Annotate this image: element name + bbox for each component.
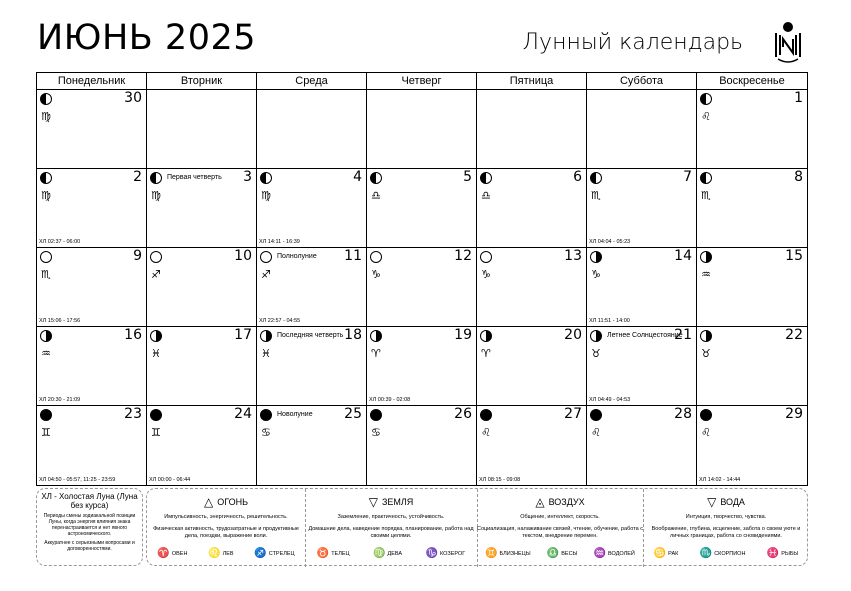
moon-phase-icon [40, 172, 52, 184]
zodiac-icon: ♋ [653, 548, 667, 559]
zodiac-name: ВОДОЛЕЙ [608, 550, 635, 557]
zodiac-sign [208, 548, 233, 559]
moon-phase-icon [700, 330, 712, 342]
legend-element [477, 489, 643, 567]
void-moon-period: ХЛ 02:37 - 06:00 [39, 239, 81, 245]
moon-phase-icon [40, 251, 52, 263]
moon-phase-icon [480, 409, 492, 421]
void-moon-period: ХЛ 08:15 - 09:08 [479, 477, 521, 483]
moon-phase-icon [260, 251, 272, 263]
zodiac-sign [594, 548, 635, 559]
zodiac-sign-icon: ♎ [481, 189, 491, 202]
legend-xl-title: ХЛ - Холостая Луна (Луна без курса) [41, 492, 138, 510]
day-cell[interactable] [37, 90, 147, 168]
void-moon-period: ХЛ 00:39 - 02:08 [369, 397, 411, 403]
zodiac-icon: ♌ [208, 548, 221, 559]
zodiac-sign-icon: ♋ [261, 426, 271, 439]
day-number: 3 [243, 169, 252, 185]
triangle-icon: △ [203, 495, 214, 509]
element-desc: Общение, интеллект, скорость. [520, 514, 600, 520]
day-cell[interactable] [367, 327, 477, 405]
element-name: ОГОНЬ [217, 497, 248, 507]
void-moon-period: ХЛ 04:04 - 05:23 [589, 239, 631, 245]
zodiac-sign-icon: ♍ [41, 189, 51, 202]
day-number: 18 [344, 327, 362, 343]
zodiac-name: ОВЕН [171, 550, 188, 557]
day-cell[interactable] [257, 90, 367, 168]
moon-phase-icon [150, 330, 162, 342]
legend-xl-text: Периоды смены зодиакальной позиции Луны, когда энергия влияния знака перенастраивается и нет явного астрономического. [43, 513, 136, 537]
day-number: 16 [124, 327, 142, 343]
weekday-0: Понедельник [37, 73, 147, 89]
day-cell[interactable] [147, 327, 257, 405]
zodiac-sign-icon: ♌ [701, 110, 711, 123]
day-number: 23 [124, 406, 142, 422]
zodiac-sign [547, 548, 578, 559]
void-moon-period: ХЛ 14:02 - 14:44 [699, 477, 741, 483]
day-number: 10 [234, 248, 252, 264]
legend [36, 488, 808, 566]
zodiac-sign [157, 548, 187, 559]
day-cell[interactable] [37, 169, 147, 247]
moon-phase-icon [700, 93, 712, 105]
zodiac-sign-icon: ♉ [591, 347, 601, 360]
day-number: 26 [454, 406, 472, 422]
element-desc-2: Социализация, налаживание связей, чтение, обучение, работа с текстом, внедрение перемен. [477, 526, 643, 539]
day-cell[interactable] [697, 327, 807, 405]
day-number: 22 [785, 327, 803, 343]
weekday-1: Вторник [147, 73, 257, 89]
zodiac-sign-icon: ♋ [371, 426, 381, 439]
calendar-grid [36, 72, 808, 486]
zodiac-icon: ♊ [485, 548, 498, 559]
day-cell[interactable] [37, 327, 147, 405]
day-number: 29 [785, 406, 803, 422]
zodiac-name: КОЗЕРОГ [440, 550, 466, 557]
moon-logo-icon [770, 19, 806, 63]
week-row [37, 169, 807, 248]
moon-phase-icon [260, 172, 272, 184]
triangle-icon: ▽ [707, 495, 717, 509]
moon-phase-icon [370, 409, 382, 421]
day-number: 13 [564, 248, 582, 264]
day-cell[interactable] [697, 169, 807, 247]
zodiac-sign-icon: ♑ [591, 268, 601, 281]
zodiac-sign-icon: ♑ [371, 268, 381, 281]
zodiac-sign-icon: ♒ [41, 347, 51, 360]
zodiac-sign [317, 548, 350, 559]
day-cell[interactable] [257, 169, 367, 247]
day-cell[interactable] [587, 327, 697, 405]
week-row [37, 90, 807, 169]
moon-phase-icon [150, 409, 162, 421]
day-number: 8 [794, 169, 803, 185]
day-cell[interactable] [697, 406, 807, 485]
day-number: 11 [344, 248, 362, 264]
day-cell[interactable] [147, 406, 257, 485]
zodiac-name: ЛЕВ [222, 550, 234, 557]
void-moon-period: ХЛ 22:57 - 04:55 [259, 318, 301, 324]
moon-phase-icon [700, 251, 712, 263]
zodiac-sign-icon: ♏ [591, 189, 601, 202]
day-cell[interactable] [367, 90, 477, 168]
zodiac-name: ВЕСЫ [561, 550, 578, 557]
element-desc: Интуиция, творчество, чувства. [685, 514, 767, 520]
moon-phase-icon [590, 251, 602, 263]
element-name: ВОДА [720, 497, 745, 507]
zodiac-sign [254, 548, 294, 559]
zodiac-sign-icon: ♎ [371, 189, 381, 202]
zodiac-sign-icon: ♌ [701, 426, 711, 439]
day-number: 17 [234, 327, 252, 343]
triangle-icon: ▽ [368, 495, 378, 509]
zodiac-icon: ♍ [373, 548, 386, 559]
day-cell[interactable] [587, 90, 697, 168]
weekday-5: Суббота [587, 73, 697, 89]
day-cell[interactable] [147, 90, 257, 168]
zodiac-sign-icon: ♑ [481, 268, 491, 281]
zodiac-sign-icon: ♊ [41, 426, 51, 439]
zodiac-icon: ♒ [593, 548, 607, 559]
zodiac-sign [373, 548, 402, 559]
day-number: 24 [234, 406, 252, 422]
moon-event-label: Последняя четверть [277, 332, 344, 339]
moon-phase-icon [480, 172, 492, 184]
zodiac-sign-icon: ♓ [151, 347, 161, 360]
day-cell[interactable] [37, 406, 147, 485]
zodiac-icon: ♈ [157, 548, 170, 559]
day-cell[interactable] [147, 248, 257, 326]
void-moon-period: ХЛ 15:06 - 17:56 [39, 318, 81, 324]
week-row [37, 406, 807, 485]
zodiac-icon: ♑ [425, 548, 438, 559]
day-cell[interactable] [697, 90, 807, 168]
zodiac-icon: ♓ [766, 548, 780, 559]
day-number: 12 [454, 248, 472, 264]
zodiac-icon: ♎ [546, 548, 560, 559]
element-desc-2: Домашние дела, наведение порядка, планирование, работа над своими целями. [308, 526, 474, 539]
zodiac-sign-icon: ♌ [591, 426, 601, 439]
moon-phase-icon [260, 409, 272, 421]
day-cell[interactable] [367, 169, 477, 247]
zodiac-sign-icon: ♍ [151, 189, 161, 202]
day-number: 25 [344, 406, 362, 422]
legend-element [305, 489, 477, 567]
void-moon-period: ХЛ 20:30 - 21:09 [39, 397, 81, 403]
legend-element [643, 489, 809, 567]
day-number: 6 [573, 169, 582, 185]
moon-phase-icon [480, 251, 492, 263]
day-number: 1 [794, 90, 803, 106]
weekday-2: Среда [257, 73, 367, 89]
moon-phase-icon [480, 330, 492, 342]
day-cell[interactable] [477, 90, 587, 168]
moon-event-label: Летнее Солнцестояние [607, 332, 683, 339]
day-number: 9 [133, 248, 142, 264]
zodiac-sign-icon: ♈ [481, 347, 491, 360]
zodiac-sign-icon: ♐ [261, 268, 271, 281]
day-number: 21 [674, 327, 692, 343]
moon-phase-icon [40, 409, 52, 421]
moon-phase-icon [260, 330, 272, 342]
triangle-icon: ◬ [535, 495, 545, 509]
day-number: 27 [564, 406, 582, 422]
void-moon-period: ХЛ 04:49 - 04:53 [589, 397, 631, 403]
day-cell[interactable] [587, 169, 697, 247]
day-number: 20 [564, 327, 582, 343]
week-row [37, 327, 807, 406]
moon-phase-icon [150, 251, 162, 263]
zodiac-name: РЫБЫ [781, 550, 799, 557]
day-number: 4 [353, 169, 362, 185]
zodiac-name: СКОРПИОН [714, 550, 746, 557]
moon-phase-icon [150, 172, 162, 184]
zodiac-name: РАК [668, 550, 679, 557]
weekday-3: Четверг [367, 73, 477, 89]
zodiac-sign-icon: ♈ [371, 347, 381, 360]
day-number: 30 [124, 90, 142, 106]
zodiac-sign-icon: ♍ [41, 110, 51, 123]
page-title: ИЮНЬ 2025 [37, 18, 256, 58]
moon-phase-icon [590, 330, 602, 342]
zodiac-name: ТЕЛЕЦ [331, 550, 350, 557]
zodiac-icon: ♏ [699, 548, 713, 559]
element-name: ЗЕМЛЯ [381, 497, 414, 507]
moon-phase-icon [700, 172, 712, 184]
moon-phase-icon [40, 93, 52, 105]
zodiac-sign-icon: ♏ [41, 268, 51, 281]
day-cell[interactable] [37, 248, 147, 326]
zodiac-sign-icon: ♐ [151, 268, 161, 281]
legend-elements-box [146, 488, 808, 566]
zodiac-icon: ♉ [316, 548, 330, 559]
moon-phase-icon [370, 172, 382, 184]
zodiac-name: ДЕВА [387, 550, 403, 557]
moon-event-label: Полнолуние [277, 253, 317, 260]
element-desc-2: Физическая активность, трудозатратные и продуктивные дела, поездки, выражение воли. [153, 526, 299, 539]
moon-phase-icon [370, 330, 382, 342]
day-cell[interactable] [147, 169, 257, 247]
legend-element [147, 489, 305, 567]
week-row [37, 248, 807, 327]
zodiac-sign-icon: ♌ [481, 426, 491, 439]
moon-event-label: Новолуние [277, 411, 313, 418]
void-moon-period: ХЛ 04:50 - 05:57, 11:25 - 23:59 [39, 477, 116, 483]
void-moon-period: ХЛ 14:11 - 16:39 [259, 239, 300, 245]
legend-xl-box [36, 488, 143, 566]
zodiac-name: СТРЕЛЕЦ [268, 550, 295, 557]
day-number: 2 [133, 169, 142, 185]
weekday-6: Воскресенье [719, 75, 785, 87]
zodiac-sign-icon: ♍ [261, 189, 271, 202]
day-cell[interactable] [257, 327, 367, 405]
zodiac-sign-icon: ♊ [151, 426, 161, 439]
day-number: 15 [785, 248, 803, 264]
moon-phase-icon [370, 251, 382, 263]
day-cell[interactable] [697, 248, 807, 326]
zodiac-name: БЛИЗНЕЦЫ [499, 550, 531, 557]
zodiac-sign-icon: ♒ [701, 268, 711, 281]
weekday-4: Пятница [477, 73, 587, 89]
day-cell[interactable] [587, 248, 697, 326]
moon-phase-icon [590, 172, 602, 184]
element-name: ВОЗДУХ [548, 497, 585, 507]
weekday-header [37, 73, 807, 90]
day-cell[interactable] [257, 248, 367, 326]
day-cell[interactable] [477, 327, 587, 405]
page-subtitle: Лунный календарь [522, 30, 743, 55]
day-cell[interactable] [587, 406, 697, 485]
element-desc: Заземление, практичность, устойчивость. [337, 514, 445, 520]
day-number: 7 [683, 169, 692, 185]
zodiac-sign-icon: ♏ [701, 189, 711, 202]
zodiac-sign-icon: ♓ [261, 347, 271, 360]
element-desc-2: Воображение, глубина, исцеление, забота о своем уюте и личных границах, работа со сновидениями. [651, 526, 801, 539]
day-number: 5 [463, 169, 472, 185]
element-desc: Импульсивность, энергичность, решительность. [164, 514, 288, 520]
void-moon-period: ХЛ 11:51 - 14:00 [589, 318, 630, 324]
moon-phase-icon [700, 409, 712, 421]
moon-phase-icon [590, 409, 602, 421]
zodiac-icon: ♐ [254, 548, 267, 559]
day-cell[interactable] [257, 406, 367, 485]
moon-phase-icon [40, 330, 52, 342]
day-number: 19 [454, 327, 472, 343]
day-number: 28 [674, 406, 692, 422]
zodiac-sign [700, 548, 746, 559]
day-number: 14 [674, 248, 692, 264]
zodiac-sign [654, 548, 679, 559]
day-cell[interactable] [367, 248, 477, 326]
legend-xl-text2: Аккуратнее с серьезными вопросами и договоренностями. [44, 540, 135, 552]
zodiac-sign [767, 548, 798, 559]
moon-event-label: Первая четверть [167, 174, 222, 181]
void-moon-period: ХЛ 00:00 - 06:44 [149, 477, 191, 483]
day-cell[interactable] [477, 406, 587, 485]
day-cell[interactable] [367, 406, 477, 485]
day-cell[interactable] [477, 248, 587, 326]
day-cell[interactable] [477, 169, 587, 247]
zodiac-sign [426, 548, 466, 559]
zodiac-sign [485, 548, 531, 559]
zodiac-sign-icon: ♉ [701, 347, 711, 360]
